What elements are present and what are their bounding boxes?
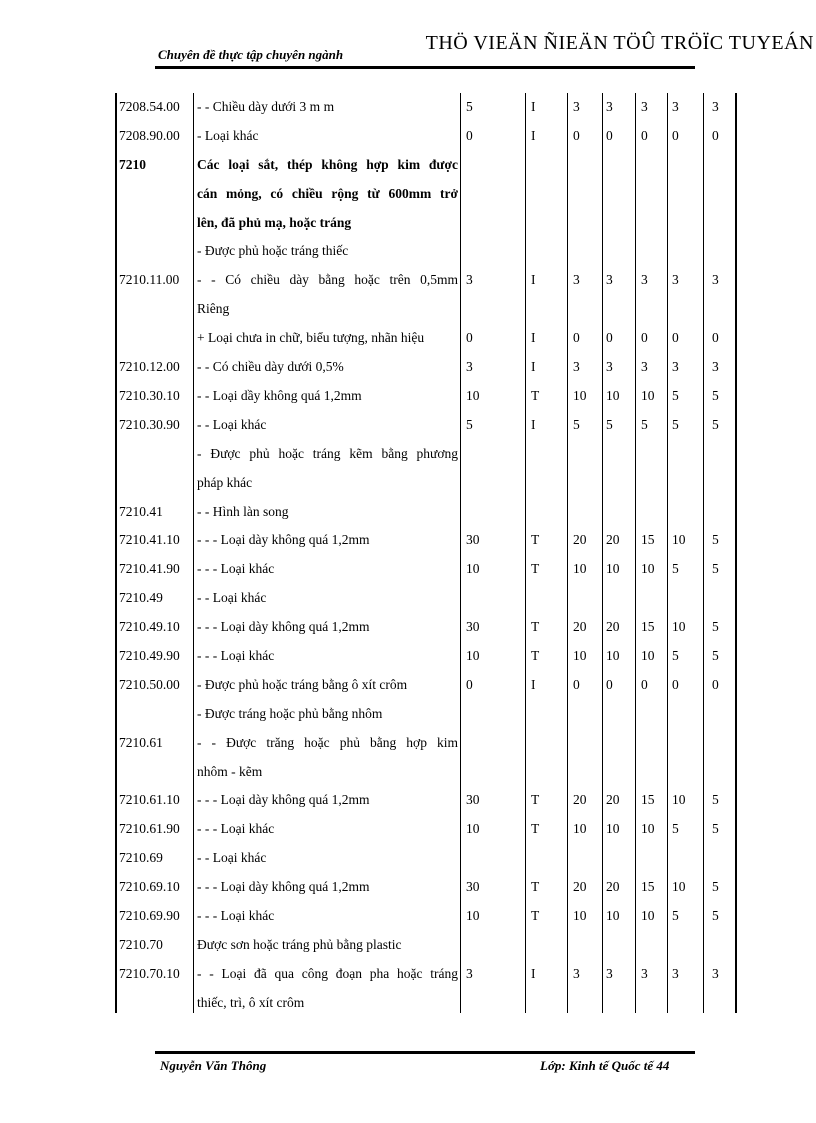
item-description — [197, 266, 458, 324]
rate-value: 15 — [641, 792, 655, 808]
item-description — [197, 411, 458, 440]
hs-code: 7210.70 — [119, 936, 163, 952]
description-line: + Loại chưa in chữ, biểu tượng, nhãn hiệu — [197, 330, 425, 346]
item-description — [197, 700, 458, 729]
item-description — [197, 902, 458, 931]
description-line: cán mỏng, có chiều rộng từ 600mm trở — [197, 185, 458, 201]
description-line: - - Loại khác — [197, 416, 267, 432]
description-line: Các loại sắt, thép không hợp kim được — [197, 156, 458, 172]
table-row — [0, 237, 816, 266]
rate-value: 10 — [573, 908, 587, 923]
rate-value: 3 — [466, 965, 473, 981]
item-description — [197, 873, 458, 902]
hs-code: 7210.61.90 — [119, 821, 180, 837]
hs-code: 7210.30.90 — [119, 416, 180, 432]
description-line: - - - Loại khác — [197, 561, 275, 577]
table-row — [0, 873, 816, 902]
description-line: - - Loại dầy không quá 1,2mm — [197, 387, 362, 403]
table-row — [0, 729, 816, 787]
rate-value: 10 — [573, 821, 587, 837]
rate-value: 10 — [466, 821, 480, 837]
table-row — [0, 324, 816, 353]
rate-value: 3 — [606, 359, 613, 375]
hs-code: 7210.12.00 — [119, 359, 180, 375]
rate-value: 0 — [466, 676, 473, 692]
hs-code: 7210.61 — [119, 734, 163, 750]
item-description — [197, 237, 458, 266]
description-line: - Được phủ hoặc tráng kẽm bằng phương — [197, 445, 458, 461]
table-row — [0, 902, 816, 931]
rate-value: 5 — [672, 908, 679, 923]
rate-value: 3 — [712, 272, 719, 288]
table-row — [0, 815, 816, 844]
rate-value: T — [531, 619, 540, 635]
footer-author: Nguyễn Văn Thông — [160, 1058, 267, 1073]
rate-value: 3 — [573, 272, 580, 288]
description-line: - - - Loại dày không quá 1,2mm — [197, 879, 370, 895]
description-line: Được sơn hoặc tráng phủ bằng plastic — [197, 936, 402, 952]
table-row — [0, 411, 816, 440]
item-description — [197, 613, 458, 642]
hs-code: 7208.54.00 — [119, 99, 180, 114]
item-description — [197, 353, 458, 382]
rate-value: 10 — [466, 908, 480, 923]
rate-value: 5 — [672, 416, 679, 432]
description-line: - - Chiều dày dưới 3 m m — [197, 99, 335, 114]
description-line: nhôm - kẽm — [197, 763, 263, 779]
rate-value: 5 — [672, 647, 679, 663]
rate-value: 5 — [712, 647, 719, 663]
table-row — [0, 844, 816, 873]
rate-value: 3 — [672, 965, 679, 981]
description-line: - - Có chiều dày dưới 0,5% — [197, 359, 344, 375]
rate-value: I — [531, 965, 536, 981]
hs-code: 7210.41 — [119, 503, 163, 519]
rate-value: 3 — [466, 272, 473, 288]
hs-code: 7210.69.90 — [119, 908, 180, 923]
rate-value: 3 — [672, 99, 679, 114]
description-line: - - Được trăng hoặc phủ bằng hợp kim — [197, 734, 458, 750]
header-left-title: Chuyên đề thực tập chuyên ngành — [158, 47, 344, 62]
item-description — [197, 440, 458, 498]
rate-value: T — [531, 387, 540, 403]
item-description — [197, 122, 458, 151]
item-description — [197, 960, 458, 1018]
item-description — [197, 382, 458, 411]
item-description — [197, 931, 458, 960]
rate-value: 10 — [573, 647, 587, 663]
tariff-table — [0, 93, 816, 1018]
rate-value: 5 — [712, 879, 719, 895]
rate-value: 30 — [466, 619, 480, 635]
rate-value: 20 — [606, 532, 620, 548]
footer-class: Lớp: Kinh tế Quốc tế 44 — [540, 1058, 670, 1073]
rate-value: 30 — [466, 879, 480, 895]
description-line: - - Hình làn song — [197, 503, 289, 519]
rate-value: 10 — [606, 821, 620, 837]
item-description — [197, 671, 458, 700]
rate-value: 3 — [672, 272, 679, 288]
item-description — [197, 324, 458, 353]
table-row — [0, 642, 816, 671]
rate-value: 3 — [606, 272, 613, 288]
rate-value: 10 — [573, 387, 587, 403]
item-description — [197, 584, 458, 613]
rate-value: 3 — [606, 99, 613, 114]
table-row — [0, 671, 816, 700]
rate-value: I — [531, 127, 536, 143]
item-description — [197, 151, 458, 238]
item-description — [197, 815, 458, 844]
rate-value: 0 — [641, 127, 648, 143]
rate-value: 5 — [641, 416, 648, 432]
description-line: - - Loại khác — [197, 590, 267, 606]
rate-value: 10 — [606, 387, 620, 403]
rate-value: 10 — [573, 561, 587, 577]
rate-value: 5 — [672, 821, 679, 837]
rate-value: 5 — [712, 821, 719, 837]
description-line: lên, đã phủ mạ, hoặc tráng — [197, 214, 352, 230]
description-line: - - Có chiều dày bằng hoặc trên 0,5mm — [197, 272, 458, 288]
rate-value: 10 — [672, 792, 686, 808]
rate-value: 3 — [573, 99, 580, 114]
rate-value: 3 — [573, 965, 580, 981]
rate-value: 5 — [712, 561, 719, 577]
rate-value: 5 — [466, 99, 473, 114]
item-description — [197, 555, 458, 584]
description-line: - - - Loại khác — [197, 647, 275, 663]
rate-value: 0 — [466, 330, 473, 346]
rate-value: I — [531, 359, 536, 375]
rate-value: 5 — [712, 908, 719, 923]
rate-value: I — [531, 272, 536, 288]
item-description — [197, 526, 458, 555]
rate-value: 10 — [466, 387, 480, 403]
rate-value: 15 — [641, 532, 655, 548]
hs-code: 7210.30.10 — [119, 387, 180, 403]
table-row — [0, 584, 816, 613]
hs-code: 7210.61.10 — [119, 792, 180, 808]
rate-value: 3 — [466, 359, 473, 375]
description-line: - - Loại đã qua công đoạn pha hoặc tráng — [197, 965, 458, 981]
table-row — [0, 555, 816, 584]
rate-value: 10 — [606, 561, 620, 577]
table-row — [0, 498, 816, 527]
rate-value: 10 — [466, 647, 480, 663]
rate-value: 0 — [641, 330, 648, 346]
table-row — [0, 613, 816, 642]
rate-value: 5 — [712, 387, 719, 403]
rate-value: 0 — [573, 127, 580, 143]
rate-value: 20 — [606, 619, 620, 635]
hs-code: 7210.49.10 — [119, 619, 180, 635]
table-row — [0, 93, 816, 122]
rate-value: T — [531, 908, 540, 923]
hs-code: 7210.69.10 — [119, 879, 180, 895]
hs-code: 7210.50.00 — [119, 676, 180, 692]
table-row — [0, 931, 816, 960]
item-description — [197, 844, 458, 873]
description-line: pháp khác — [197, 474, 253, 490]
rate-value: I — [531, 330, 536, 346]
rate-value: 3 — [641, 99, 648, 114]
description-line: - Được phủ hoặc tráng thiếc — [197, 243, 349, 259]
item-description — [197, 93, 458, 122]
hs-code: 7210.49 — [119, 590, 163, 606]
description-line: Riêng — [197, 301, 230, 317]
description-line: - - - Loại khác — [197, 821, 275, 837]
rate-value: 0 — [641, 676, 648, 692]
rate-value: 0 — [573, 330, 580, 346]
rate-value: 10 — [466, 561, 480, 577]
rate-value: 10 — [641, 561, 655, 577]
rate-value: 0 — [672, 330, 679, 346]
description-line: - Loại khác — [197, 127, 259, 143]
rate-value: 15 — [641, 619, 655, 635]
description-line: - - - Loại dày không quá 1,2mm — [197, 532, 370, 548]
rate-value: 20 — [573, 879, 587, 895]
rate-value: 20 — [573, 532, 587, 548]
rate-value: T — [531, 561, 540, 577]
rate-value: 10 — [606, 647, 620, 663]
hs-code: 7210.41.90 — [119, 561, 180, 577]
hs-code: 7210.41.10 — [119, 532, 180, 548]
hs-code: 7210 — [119, 156, 146, 172]
rate-value: T — [531, 821, 540, 837]
hs-code: 7208.90.00 — [119, 127, 180, 143]
rate-value: 30 — [466, 532, 480, 548]
table-row — [0, 122, 816, 151]
rate-value: 0 — [466, 127, 473, 143]
description-line: - - - Loại dày không quá 1,2mm — [197, 792, 370, 808]
table-row — [0, 440, 816, 498]
rate-value: 5 — [712, 792, 719, 808]
header-rule — [155, 66, 695, 69]
rate-value: 10 — [672, 619, 686, 635]
rate-value: 10 — [672, 532, 686, 548]
table-row — [0, 700, 816, 729]
rate-value: 0 — [573, 676, 580, 692]
rate-value: 10 — [641, 387, 655, 403]
rate-value: 5 — [712, 532, 719, 548]
rate-value: 20 — [606, 792, 620, 808]
description-line: - - - Loại dày không quá 1,2mm — [197, 619, 370, 635]
rate-value: 20 — [606, 879, 620, 895]
table-row — [0, 266, 816, 324]
rate-value: 20 — [573, 792, 587, 808]
table-row — [0, 382, 816, 411]
rate-value: 0 — [712, 676, 719, 692]
table-row — [0, 960, 816, 1018]
rate-value: 3 — [672, 359, 679, 375]
description-line: - - - Loại khác — [197, 908, 275, 923]
rate-value: 3 — [641, 272, 648, 288]
rate-value: 3 — [712, 359, 719, 375]
rate-value: 3 — [712, 965, 719, 981]
description-line: - - Loại khác — [197, 850, 267, 866]
rate-value: 10 — [606, 908, 620, 923]
rate-value: 3 — [573, 359, 580, 375]
rate-value: 3 — [712, 99, 719, 114]
rate-value: 0 — [712, 330, 719, 346]
table-row — [0, 786, 816, 815]
rate-value: 5 — [672, 387, 679, 403]
rate-value: 0 — [606, 127, 613, 143]
item-description — [197, 729, 458, 787]
rate-value: T — [531, 879, 540, 895]
item-description — [197, 498, 458, 527]
table-row — [0, 151, 816, 238]
rate-value: 5 — [606, 416, 613, 432]
hs-code: 7210.69 — [119, 850, 163, 866]
rate-value: 10 — [641, 908, 655, 923]
rate-value: I — [531, 676, 536, 692]
rate-value: 20 — [573, 619, 587, 635]
rate-value: 5 — [712, 619, 719, 635]
description-line: - Được tráng hoặc phủ bằng nhôm — [197, 705, 383, 721]
rate-value: T — [531, 647, 540, 663]
rate-value: 5 — [672, 561, 679, 577]
rate-value: 0 — [712, 127, 719, 143]
rate-value: 5 — [573, 416, 580, 432]
rate-value: T — [531, 532, 540, 548]
table-row — [0, 353, 816, 382]
rate-value: 3 — [641, 965, 648, 981]
rate-value: 5 — [466, 416, 473, 432]
rate-value: 0 — [672, 676, 679, 692]
item-description — [197, 642, 458, 671]
rate-value: T — [531, 792, 540, 808]
header-right-title: THÖ VIEÄN ÑIEÄN TÖÛ TRÖÏC TUYEÁN — [425, 32, 814, 54]
rate-value: 10 — [672, 879, 686, 895]
item-description — [197, 786, 458, 815]
rate-value: 5 — [712, 416, 719, 432]
rate-value: I — [531, 416, 536, 432]
hs-code: 7210.70.10 — [119, 965, 180, 981]
rate-value: 0 — [672, 127, 679, 143]
rate-value: 3 — [606, 965, 613, 981]
description-line: thiếc, trì, ô xít crôm — [197, 994, 305, 1010]
rate-value: 3 — [641, 359, 648, 375]
table-row — [0, 526, 816, 555]
rate-value: 10 — [641, 821, 655, 837]
rate-value: 0 — [606, 330, 613, 346]
footer-rule — [155, 1051, 695, 1054]
rate-value: 10 — [641, 647, 655, 663]
hs-code: 7210.49.90 — [119, 647, 180, 663]
rate-value: 30 — [466, 792, 480, 808]
hs-code: 7210.11.00 — [119, 272, 180, 288]
description-line: - Được phủ hoặc tráng bằng ô xít crôm — [197, 676, 408, 692]
rate-value: I — [531, 99, 536, 114]
rate-value: 0 — [606, 676, 613, 692]
rate-value: 15 — [641, 879, 655, 895]
